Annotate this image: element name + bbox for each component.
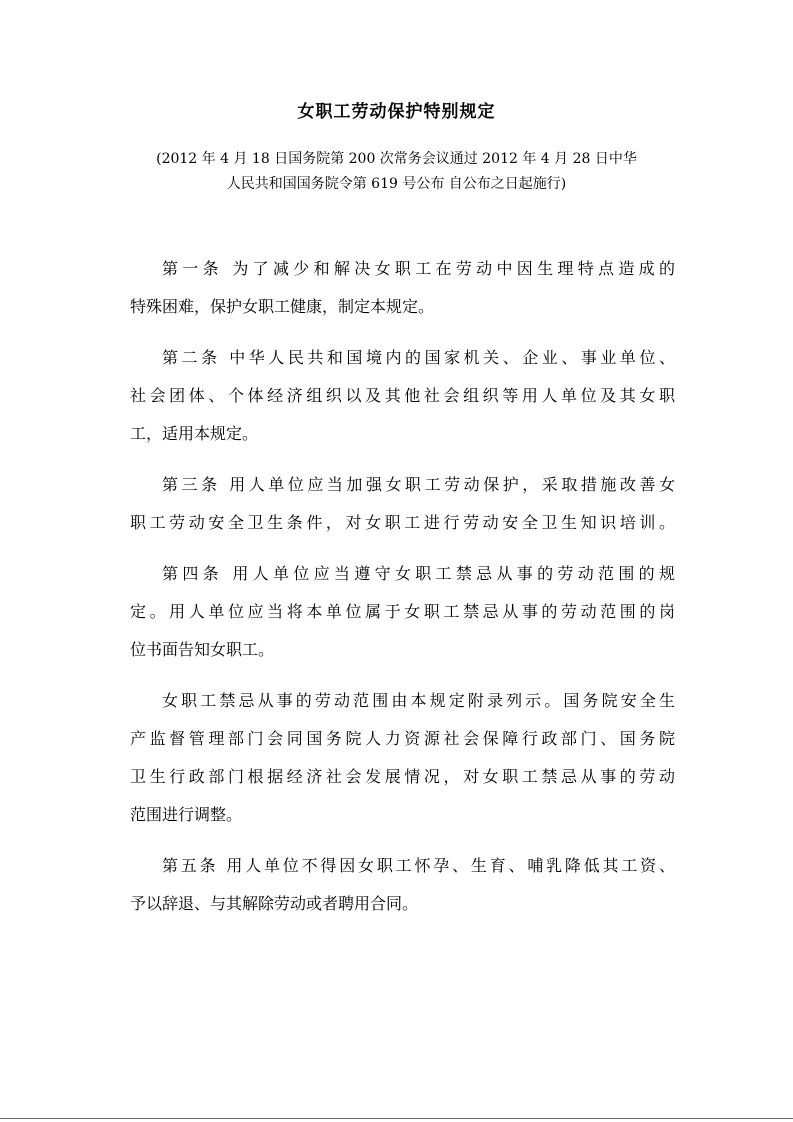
text-line: 第四条 用人单位应当遵守女职工禁忌从事的劳动范围的规 <box>162 564 675 583</box>
article-1 <box>130 250 675 326</box>
text-line: 第二条 中华人民共和国境内的国家机关、企业、事业单位、 <box>162 348 675 367</box>
subtitle-line: 人民共和国国务院令第 619 号公布 自公布之日起施行) <box>226 176 567 192</box>
text-line: 卫生行政部门根据经济社会发展情况，对女职工禁忌从事的劳动 <box>130 767 675 786</box>
document-body <box>130 250 675 936</box>
text-line: 社会团体、个体经济组织以及其他社会组织等用人单位及其女职 <box>130 386 675 405</box>
text-line: 第三条 用人单位应当加强女职工劳动保护，采取措施改善女 <box>162 475 675 494</box>
text-line: 女职工禁忌从事的劳动范围由本规定附录列示。国务院安全生 <box>162 691 675 710</box>
text-line: 予以辞退、与其解除劳动或者聘用合同。 <box>130 894 419 913</box>
text-line: 位书面告知女职工。 <box>130 640 275 659</box>
text-line: 工，适用本规定。 <box>130 424 259 443</box>
article-4-paragraph-2 <box>130 682 675 834</box>
article-5 <box>130 847 675 923</box>
article-2 <box>130 339 675 453</box>
text-line: 特殊困难，保护女职工健康，制定本规定。 <box>130 297 435 316</box>
text-line: 第五条 用人单位不得因女职工怀孕、生育、哺乳降低其工资、 <box>162 856 675 875</box>
page-bottom-rule <box>0 1118 793 1119</box>
subtitle-line: (2012 年 4 月 18 日国务院第 200 次常务会议通过 2012 年 4 月 28 日中华 <box>156 151 637 167</box>
text-line: 第一条 为了减少和解决女职工在劳动中因生理特点造成的 <box>162 259 675 278</box>
text-line: 定。用人单位应当将本单位属于女职工禁忌从事的劳动范围的岗 <box>130 602 675 621</box>
text-line: 范围进行调整。 <box>130 805 243 824</box>
document-title: 女职工劳动保护特别规定 <box>297 102 496 122</box>
text-line: 产监督管理部门会同国务院人力资源社会保障行政部门、国务院 <box>130 729 675 748</box>
article-4 <box>130 555 675 669</box>
article-3 <box>130 466 675 542</box>
document-subtitle <box>120 147 673 197</box>
text-line: 职工劳动安全卫生条件，对女职工进行劳动安全卫生知识培训。 <box>130 513 675 532</box>
